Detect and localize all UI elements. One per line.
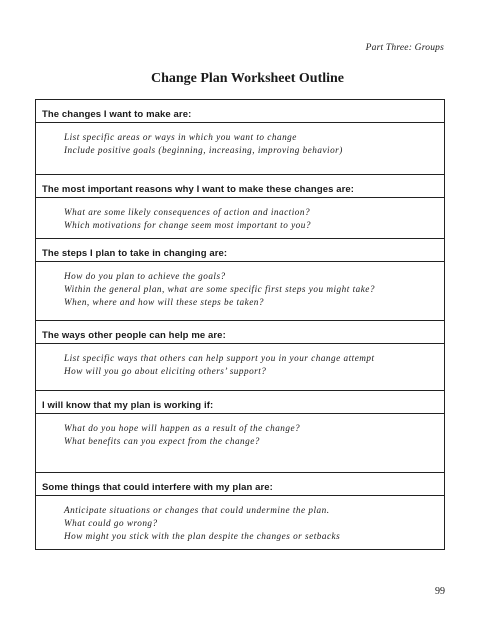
- prompt-line: Include positive goals (beginning, increasing, improving behavior): [64, 145, 343, 155]
- section-heading: The changes I want to make are:: [42, 109, 192, 120]
- prompt-line: How will you go about eliciting others’ support?: [64, 366, 267, 376]
- worksheet-outline: [35, 99, 445, 550]
- section-heading: The most important reasons why I want to make these changes are:: [42, 184, 355, 195]
- prompt-line: Anticipate situations or changes that could undermine the plan.: [64, 505, 330, 515]
- section-prompts: [36, 198, 444, 232]
- section-helpers: [36, 321, 444, 391]
- section-heading: The ways other people can help me are:: [42, 330, 226, 341]
- prompt-line: List specific areas or ways in which you want to change: [64, 132, 297, 142]
- page-title: Change Plan Worksheet Outline: [150, 71, 345, 86]
- section-heading: The steps I plan to take in changing are:: [42, 248, 228, 259]
- section-steps: [36, 239, 444, 321]
- prompt-line: What could go wrong?: [64, 518, 158, 528]
- section-heading: I will know that my plan is working if:: [42, 400, 214, 411]
- section-prompts: [36, 414, 444, 448]
- prompt-line: Which motivations for change seem most important to you?: [64, 220, 311, 230]
- section-obstacles: [36, 473, 444, 550]
- prompt-line: When, where and how will these steps be taken?: [64, 297, 264, 307]
- part-label: Part Three: Groups: [365, 43, 444, 53]
- section-indicators: [36, 391, 444, 473]
- prompt-line: How do you plan to achieve the goals?: [64, 271, 226, 281]
- prompt-line: Within the general plan, what are some specific first steps you might take?: [64, 284, 375, 294]
- section-prompts: [36, 344, 444, 378]
- prompt-line: What do you hope will happen as a result of the change?: [64, 423, 301, 433]
- prompt-line: List specific ways that others can help support you in your change attempt: [64, 353, 375, 363]
- section-changes: [36, 100, 444, 175]
- section-prompts: [36, 262, 444, 309]
- section-reasons: [36, 175, 444, 239]
- section-prompts: [36, 123, 444, 157]
- section-prompts: [36, 496, 444, 543]
- section-heading: Some things that could interfere with my plan are:: [42, 482, 273, 493]
- page-number: 99: [435, 586, 445, 597]
- prompt-line: What are some likely consequences of action and inaction?: [64, 207, 311, 217]
- prompt-line: How might you stick with the plan despite the changes or setbacks: [64, 531, 341, 541]
- prompt-line: What benefits can you expect from the change?: [64, 436, 260, 446]
